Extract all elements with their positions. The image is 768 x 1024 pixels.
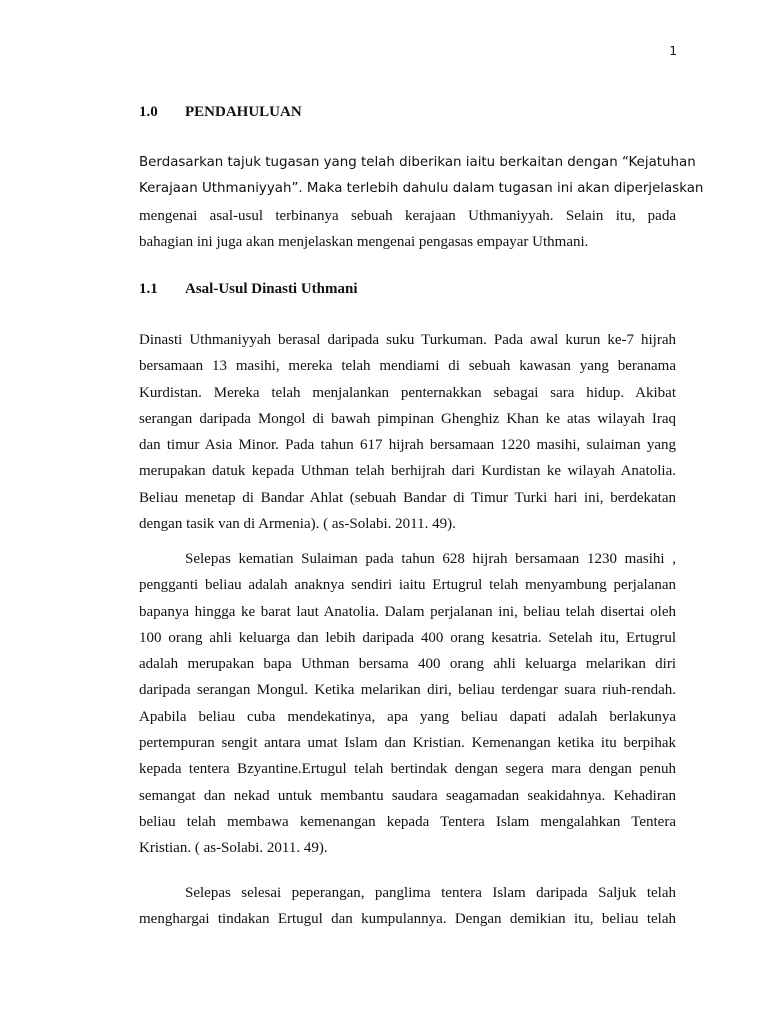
paragraph-line: beliau telah membawa kemenangan kepada Tentera Islam mengalahkan Tentera bbox=[139, 813, 676, 830]
paragraph-line: dengan tasik van di Armenia). ( as-Solabi. 2011. 49). bbox=[139, 516, 456, 533]
paragraph-line: kepada tentera Bzyantine.Ertugul telah bertindak dengan segera mara dengan penuh bbox=[139, 761, 676, 778]
origin-paragraph-1 bbox=[139, 327, 676, 537]
paragraph-line: merupakan datuk kepada Uthman telah berhijrah dari Kurdistan ke wilayah Anatolia. bbox=[139, 463, 676, 480]
section-1-1-number: 1.1 bbox=[139, 281, 158, 297]
paragraph-line: pengganti beliau adalah anaknya sendiri iaitu Ertugrul telah menyambung perjalanan bbox=[139, 577, 676, 594]
paragraph-line: bapanya hingga ke barat laut Anatolia. Dalam perjalanan ini, beliau telah disertai oleh bbox=[139, 603, 676, 620]
paragraph-line: Beliau menetap di Bandar Ahlat (sebuah Bandar di Timur Turki hari ini, berdekatan bbox=[139, 489, 676, 506]
paragraph-line: pertempuran sengit antara umat Islam dan Kristian. Kemenangan ketika itu berpihak bbox=[139, 735, 676, 752]
section-1-1-title: Asal-Usul Dinasti Uthmani bbox=[185, 281, 358, 297]
origin-paragraph-3 bbox=[139, 880, 676, 933]
paragraph-line: menghargai tindakan Ertugul dan kumpulannya. Dengan demikian itu, beliau telah bbox=[139, 911, 676, 928]
intro-line: bahagian ini juga akan menjelaskan mengenai pengasas empayar Uthmani. bbox=[139, 233, 589, 250]
section-1-1-heading bbox=[139, 281, 358, 298]
section-1-0-number: 1.0 bbox=[139, 104, 158, 120]
paragraph-line: semangat dan nekad untuk membantu saudara seagamadan seakidahnya. Kehadiran bbox=[139, 787, 676, 804]
intro-line: Berdasarkan tajuk tugasan yang telah diberikan iaitu berkaitan dengan “Kejatuhan bbox=[139, 155, 696, 170]
paragraph-line: daripada serangan Mongul. Ketika melarikan diri, beliau terdengar suara riuh-rendah. bbox=[139, 682, 676, 699]
intro-line: Kerajaan Uthmaniyyah”. Maka terlebih dahulu dalam tugasan ini akan diperjelaskan bbox=[139, 181, 704, 197]
section-1-0-heading bbox=[139, 104, 302, 121]
section-1-0-title: PENDAHULUAN bbox=[185, 104, 302, 120]
paragraph-line: bersamaan 13 masihi, mereka telah mendiami di sebuah kawasan yang beranama bbox=[139, 358, 676, 375]
paragraph-line: Selepas kematian Sulaiman pada tahun 628 hijrah bersamaan 1230 masihi , bbox=[185, 551, 676, 567]
paragraph-line: Kurdistan. Mereka telah menjalankan penternakkan sebagai sara hidup. Akibat bbox=[139, 384, 676, 401]
page-number: 1 bbox=[669, 44, 677, 58]
paragraph-line: Selepas selesai peperangan, panglima tentera Islam daripada Saljuk telah bbox=[185, 885, 676, 901]
paragraph-line: Dinasti Uthmaniyyah berasal daripada suku Turkuman. Pada awal kurun ke-7 hijrah bbox=[139, 332, 676, 348]
intro-line: mengenai asal-usul terbinanya sebuah kerajaan Uthmaniyyah. Selain itu, pada bbox=[139, 207, 676, 224]
paragraph-line: dan timur Asia Minor. Pada tahun 617 hijrah bersamaan 1220 masihi, sulaiman yang bbox=[139, 437, 676, 454]
origin-paragraph-2 bbox=[139, 546, 676, 862]
paragraph-line: 100 orang ahli keluarga dan lebih daripada 400 orang kesatria. Setelah itu, Ertugrul bbox=[139, 629, 676, 646]
intro-paragraph bbox=[139, 150, 704, 255]
paragraph-line: adalah merupakan bapa Uthman bersama 400 orang ahli keluarga melarikan diri bbox=[139, 656, 676, 673]
paragraph-line: Apabila beliau cuba mendekatinya, apa yang beliau dapati adalah berlakunya bbox=[139, 708, 676, 725]
paragraph-line: serangan daripada Mongol di bawah pimpinan Ghenghiz Khan ke atas wilayah Iraq bbox=[139, 410, 676, 427]
paragraph-line: Kristian. ( as-Solabi. 2011. 49). bbox=[139, 840, 328, 857]
